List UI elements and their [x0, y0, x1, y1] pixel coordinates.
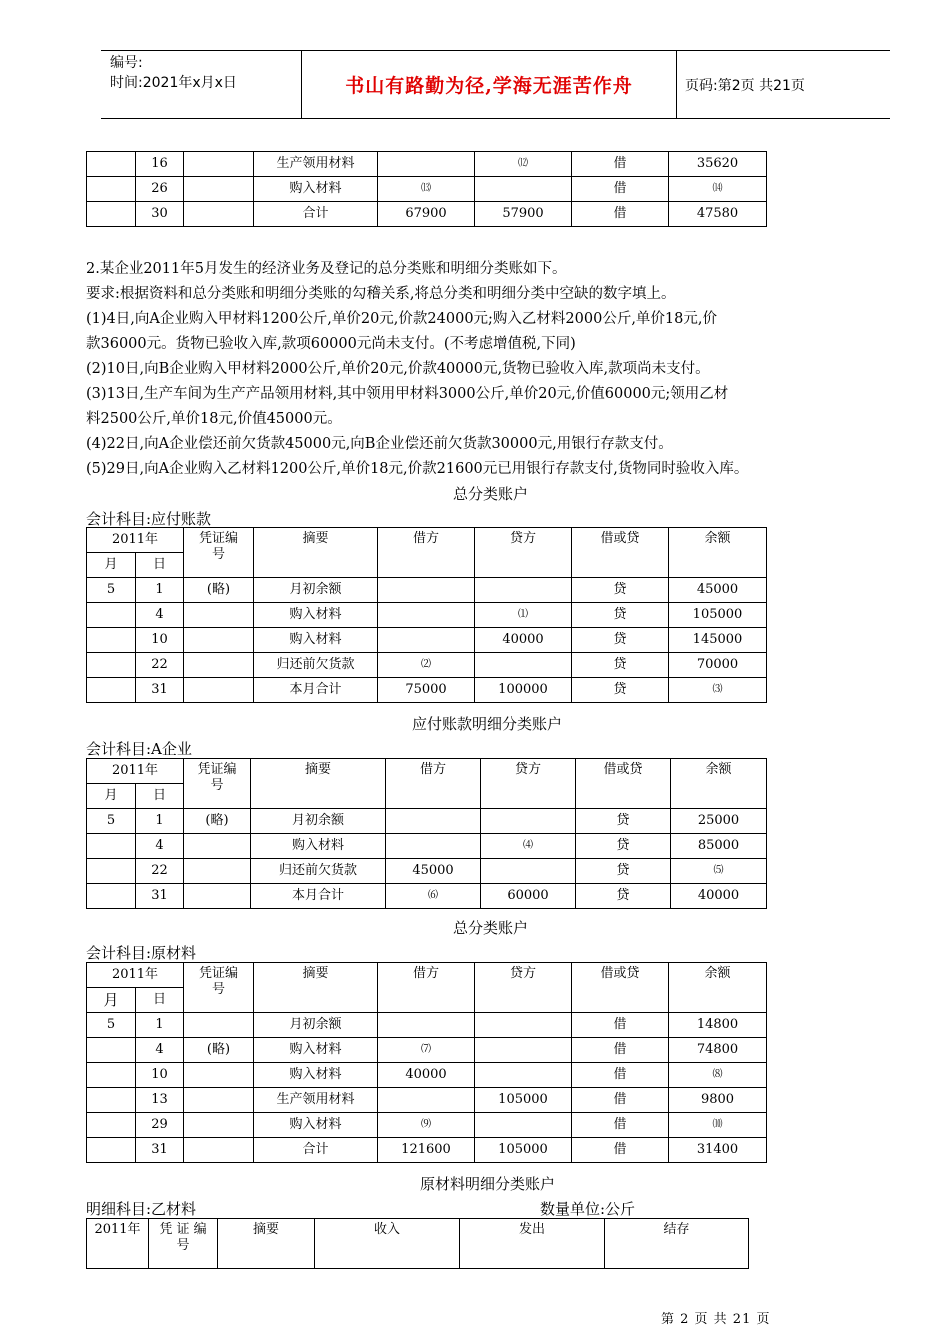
- dr-cr-cell: 借: [572, 152, 669, 177]
- day-header: 日: [136, 784, 184, 809]
- balance-cell: 35620: [669, 152, 767, 177]
- voucher-cell: (略): [184, 1038, 254, 1063]
- page-number: 第 2 页 共 21 页: [661, 1312, 771, 1327]
- credit-cell: [475, 1013, 572, 1038]
- month-cell: [87, 603, 136, 628]
- balance-cell: 25000: [671, 809, 767, 834]
- ledger-subject: 会计科目:原材料: [86, 944, 197, 962]
- voucher-cell: [184, 678, 254, 703]
- debit-header: 借方: [386, 759, 481, 809]
- problem-line: 2.某企业2011年5月发生的经济业务及登记的总分类账和明细分类账如下。: [86, 261, 567, 277]
- page-header: [101, 50, 890, 119]
- summary-cell: 购入材料: [254, 177, 378, 202]
- month-cell: [87, 1138, 136, 1163]
- voucher-cell: [184, 884, 251, 909]
- voucher-cell: (略): [184, 809, 251, 834]
- summary-header: 摘要: [251, 759, 386, 809]
- day-cell: 1: [136, 1013, 184, 1038]
- table-row: [87, 578, 767, 603]
- summary-cell: 购入材料: [254, 1113, 378, 1138]
- problem-line: 要求:根据资料和总分类账和明细分类账的勾稽关系,将总分类和明细分类中空缺的数字填上。: [86, 286, 676, 302]
- table-row: [87, 628, 767, 653]
- header-left: [110, 53, 237, 93]
- dr-cr-header: 借或贷: [576, 759, 671, 809]
- dr-cr-cell: 贷: [572, 678, 669, 703]
- month-cell: [87, 177, 136, 202]
- credit-cell: [475, 1038, 572, 1063]
- problem-line: (5)29日,向A企业购入乙材料1200公斤,单价18元,价款21600元已用银行存款支付,货物同时验收入库。: [86, 461, 749, 477]
- balance-cell: ⑶: [669, 678, 767, 703]
- issue-header: 发出: [460, 1219, 605, 1269]
- debit-cell: [378, 578, 475, 603]
- dr-cr-cell: 贷: [572, 628, 669, 653]
- balance-header: 结存: [605, 1219, 749, 1269]
- credit-cell: [475, 1063, 572, 1088]
- debit-cell: [386, 809, 481, 834]
- voucher-cell: [184, 1138, 254, 1163]
- problem-line: (2)10日,向B企业购入甲材料2000公斤,单价20元,价款40000元,货物已验收入库,款项尚未支付。: [86, 361, 710, 377]
- voucher-cell: [184, 152, 254, 177]
- day-cell: 22: [136, 653, 184, 678]
- day-cell: 31: [136, 884, 184, 909]
- credit-cell: [475, 578, 572, 603]
- table-row: [87, 202, 767, 227]
- balance-cell: 45000: [669, 578, 767, 603]
- ledger-title: 总分类账户: [453, 485, 529, 503]
- credit-cell: 40000: [475, 628, 572, 653]
- month-cell: [87, 884, 136, 909]
- time-label: 时间:2021年x月x日: [110, 75, 237, 91]
- year-header: 2011年: [87, 759, 184, 784]
- dr-cr-cell: 借: [572, 202, 669, 227]
- balance-header: 余额: [671, 759, 767, 809]
- debit-cell: ⑵: [378, 653, 475, 678]
- debit-cell: ⑼: [378, 1113, 475, 1138]
- table-row: [87, 834, 767, 859]
- debit-cell: 67900: [378, 202, 475, 227]
- voucher-cell: [184, 859, 251, 884]
- dr-cr-cell: 贷: [576, 834, 671, 859]
- voucher-cell: [184, 834, 251, 859]
- month-header: 月: [87, 553, 136, 578]
- balance-cell: 85000: [671, 834, 767, 859]
- summary-cell: 购入材料: [251, 834, 386, 859]
- dr-cr-cell: 借: [572, 1113, 669, 1138]
- day-cell: 13: [136, 1088, 184, 1113]
- day-cell: 1: [136, 578, 184, 603]
- voucher-cell: [184, 177, 254, 202]
- ledger-title: 应付账款明细分类账户: [412, 715, 563, 733]
- ledger-title: 总分类账户: [453, 919, 529, 937]
- voucher-cell: (略): [184, 578, 254, 603]
- summary-cell: 合计: [254, 202, 378, 227]
- summary-cell: 购入材料: [254, 1063, 378, 1088]
- debit-cell: [386, 834, 481, 859]
- dr-cr-cell: 借: [572, 1063, 669, 1088]
- day-cell: 4: [136, 834, 184, 859]
- summary-cell: 本月合计: [254, 678, 378, 703]
- table-row: [87, 884, 767, 909]
- summary-cell: 购入材料: [254, 1038, 378, 1063]
- dr-cr-cell: 贷: [572, 603, 669, 628]
- month-cell: 5: [87, 578, 136, 603]
- ledger-continuation-table: [86, 151, 767, 227]
- balance-cell: 70000: [669, 653, 767, 678]
- day-cell: 26: [136, 177, 184, 202]
- ledger-title: 原材料明细分类账户: [420, 1175, 556, 1193]
- balance-cell: 145000: [669, 628, 767, 653]
- day-cell: 10: [136, 1063, 184, 1088]
- day-cell: 4: [136, 1038, 184, 1063]
- problem-line: (3)13日,生产车间为生产产品领用材料,其中领用甲材料3000公斤,单价20元,价值60000元;领用乙材: [86, 386, 729, 402]
- dr-cr-header: 借或贷: [572, 963, 669, 1013]
- debit-cell: 121600: [378, 1138, 475, 1163]
- dr-cr-cell: 借: [572, 1038, 669, 1063]
- month-cell: [87, 653, 136, 678]
- balance-cell: 105000: [669, 603, 767, 628]
- month-cell: [87, 1113, 136, 1138]
- balance-header: 余额: [669, 528, 767, 578]
- voucher-cell: [184, 1113, 254, 1138]
- motto: 书山有路勤为径,学海无涯苦作舟: [301, 51, 677, 118]
- debit-cell: ⒀: [378, 177, 475, 202]
- debit-cell: [378, 603, 475, 628]
- year-header: 2011年: [87, 1219, 149, 1269]
- page-label: 页码:第2页 共21页: [685, 78, 805, 94]
- voucher-header: 凭证编 号: [184, 528, 254, 578]
- dr-cr-cell: 借: [572, 1088, 669, 1113]
- ledger-subject: 会计科目:A企业: [86, 740, 192, 758]
- debit-cell: [378, 152, 475, 177]
- summary-cell: 本月合计: [251, 884, 386, 909]
- year-header: 2011年: [87, 528, 184, 553]
- month-cell: [87, 1088, 136, 1113]
- month-cell: 5: [87, 809, 136, 834]
- debit-cell: [378, 628, 475, 653]
- problem-line: (4)22日,向A企业偿还前欠货款45000元,向B企业偿还前欠货款30000元,用银行存款支付。: [86, 436, 673, 452]
- table-row: [87, 152, 767, 177]
- debit-cell: 40000: [378, 1063, 475, 1088]
- debit-cell: [378, 1088, 475, 1113]
- summary-cell: 归还前欠货款: [254, 653, 378, 678]
- month-cell: 5: [87, 1013, 136, 1038]
- table-row: [87, 653, 767, 678]
- summary-cell: 月初余额: [254, 578, 378, 603]
- summary-cell: 购入材料: [254, 628, 378, 653]
- dr-cr-cell: 贷: [572, 578, 669, 603]
- credit-cell: [475, 1113, 572, 1138]
- credit-cell: ⑴: [475, 603, 572, 628]
- summary-cell: 月初余额: [254, 1013, 378, 1038]
- voucher-header: 凭证编 号: [184, 963, 254, 1013]
- credit-cell: 105000: [475, 1138, 572, 1163]
- dr-cr-cell: 贷: [576, 809, 671, 834]
- debit-cell: ⑺: [378, 1038, 475, 1063]
- summary-cell: 合计: [254, 1138, 378, 1163]
- day-cell: 4: [136, 603, 184, 628]
- month-cell: [87, 859, 136, 884]
- number-label: 编号:: [110, 55, 143, 71]
- debit-cell: 45000: [386, 859, 481, 884]
- summary-cell: 月初余额: [251, 809, 386, 834]
- day-cell: 29: [136, 1113, 184, 1138]
- month-cell: [87, 1063, 136, 1088]
- summary-cell: 购入材料: [254, 603, 378, 628]
- year-header: 2011年: [87, 963, 184, 988]
- day-cell: 30: [136, 202, 184, 227]
- credit-cell: 60000: [481, 884, 576, 909]
- dr-cr-cell: 贷: [572, 653, 669, 678]
- table-row: [87, 177, 767, 202]
- summary-header: 摘要: [218, 1219, 315, 1269]
- day-cell: 31: [136, 678, 184, 703]
- month-cell: [87, 628, 136, 653]
- balance-cell: ⑸: [671, 859, 767, 884]
- credit-cell: [475, 653, 572, 678]
- summary-cell: 生产领用材料: [254, 1088, 378, 1113]
- balance-header: 余额: [669, 963, 767, 1013]
- balance-cell: ⑽: [669, 1113, 767, 1138]
- balance-cell: 74800: [669, 1038, 767, 1063]
- table-row: [87, 1063, 767, 1088]
- dr-cr-cell: 借: [572, 177, 669, 202]
- balance-cell: 14800: [669, 1013, 767, 1038]
- credit-cell: 105000: [475, 1088, 572, 1113]
- table-row: [87, 603, 767, 628]
- ledger-subject: 会计科目:应付账款: [86, 510, 212, 528]
- balance-cell: ⑻: [669, 1063, 767, 1088]
- day-cell: 31: [136, 1138, 184, 1163]
- month-cell: [87, 152, 136, 177]
- materials-detail-ledger: [86, 1218, 749, 1269]
- voucher-cell: [184, 1088, 254, 1113]
- dr-cr-cell: 借: [572, 1138, 669, 1163]
- voucher-cell: [184, 628, 254, 653]
- day-cell: 1: [136, 809, 184, 834]
- table-row: [87, 1088, 767, 1113]
- balance-cell: 9800: [669, 1088, 767, 1113]
- table-row: [87, 1113, 767, 1138]
- credit-cell: 100000: [475, 678, 572, 703]
- debit-cell: [378, 1013, 475, 1038]
- voucher-cell: [184, 1063, 254, 1088]
- credit-cell: ⑿: [475, 152, 572, 177]
- day-cell: 10: [136, 628, 184, 653]
- balance-cell: 47580: [669, 202, 767, 227]
- month-cell: [87, 678, 136, 703]
- dr-cr-cell: 借: [572, 1013, 669, 1038]
- materials-general-ledger: [86, 962, 767, 1163]
- month-cell: [87, 834, 136, 859]
- dr-cr-cell: 贷: [576, 859, 671, 884]
- dr-cr-cell: 贷: [576, 884, 671, 909]
- credit-cell: 57900: [475, 202, 572, 227]
- credit-header: 贷方: [481, 759, 576, 809]
- table-row: [87, 678, 767, 703]
- summary-header: 摘要: [254, 528, 378, 578]
- voucher-header: 凭证编 号: [184, 759, 251, 809]
- voucher-cell: [184, 653, 254, 678]
- credit-cell: ⑷: [481, 834, 576, 859]
- table-row: [87, 1038, 767, 1063]
- balance-cell: ⒁: [669, 177, 767, 202]
- problem-line: (1)4日,向A企业购入甲材料1200公斤,单价20元,价款24000元;购入乙材料2000公斤,单价18元,价: [86, 311, 717, 327]
- credit-cell: [481, 809, 576, 834]
- ledger-subject: 明细科目:乙材料: [86, 1200, 197, 1218]
- debit-cell: 75000: [378, 678, 475, 703]
- day-header: 日: [136, 988, 184, 1013]
- table-row: [87, 1138, 767, 1163]
- quantity-unit: 数量单位:公斤: [540, 1200, 636, 1218]
- voucher-cell: [184, 202, 254, 227]
- debit-header: 借方: [378, 963, 475, 1013]
- balance-cell: 31400: [669, 1138, 767, 1163]
- voucher-cell: [184, 603, 254, 628]
- voucher-cell: [184, 1013, 254, 1038]
- summary-cell: 生产领用材料: [254, 152, 378, 177]
- summary-cell: 归还前欠货款: [251, 859, 386, 884]
- table-row: [87, 1013, 767, 1038]
- month-cell: [87, 1038, 136, 1063]
- month-header: 月: [87, 988, 136, 1013]
- table-row: [87, 859, 767, 884]
- debit-header: 借方: [378, 528, 475, 578]
- payables-detail-ledger: [86, 758, 767, 909]
- month-header: 月: [87, 784, 136, 809]
- problem-line: 款36000元。货物已验收入库,款项60000元尚未支付。(不考虑增值税,下同): [86, 336, 576, 352]
- day-cell: 22: [136, 859, 184, 884]
- debit-cell: ⑹: [386, 884, 481, 909]
- credit-cell: [475, 177, 572, 202]
- day-header: 日: [136, 553, 184, 578]
- problem-line: 料2500公斤,单价18元,价值45000元。: [86, 411, 342, 427]
- payables-general-ledger: [86, 527, 767, 703]
- income-header: 收入: [315, 1219, 460, 1269]
- table-row: [87, 809, 767, 834]
- credit-cell: [481, 859, 576, 884]
- dr-cr-header: 借或贷: [572, 528, 669, 578]
- month-cell: [87, 202, 136, 227]
- credit-header: 贷方: [475, 528, 572, 578]
- day-cell: 16: [136, 152, 184, 177]
- voucher-header: 凭 证 编 号: [149, 1219, 218, 1269]
- balance-cell: 40000: [671, 884, 767, 909]
- credit-header: 贷方: [475, 963, 572, 1013]
- summary-header: 摘要: [254, 963, 378, 1013]
